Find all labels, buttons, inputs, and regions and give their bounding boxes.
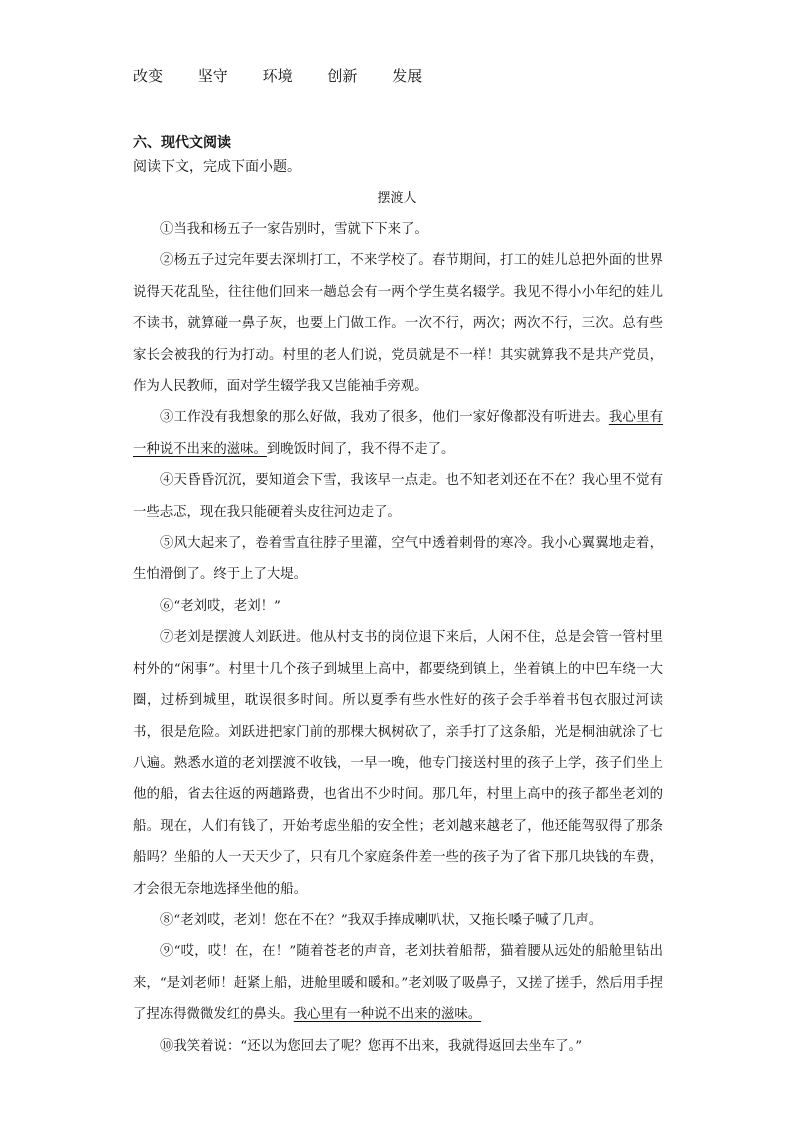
word-bank-item: 环境 — [262, 67, 293, 85]
paragraph-7: ⑦老刘是摆渡人刘跃进。他从村支书的岗位退下来后，人闲不住，总是会管一管村里村外的“闲事”。村里十几个孩子到城里上高中，都要绕到镇上，坐着镇上的中巴车绕一大圈，过桥到城里，耽误很多时间。所以夏季有些水性好的孩子会手举着书包衣服过河读书，很是危险。刘跃进把家门前的那棵大枫树砍了，亲手打了这条船，光是桐油就涂了七八遍。熟悉水道的老刘摆渡不收钱，一早一晚，他专门接送村里的孩子上学，孩子们坐上他的船，省去往返的两趟路费，也省出不少时间。那几年，村里上高中的孩子都坐老刘的船。现在，人们有钱了，开始考虑坐船的安全性；老刘越来越老了，他还能驾驭得了那条船吗？坐船的人一天天少了，只有几个家庭条件差一些的孩子为了省下那几块钱的车费，才会很无奈地选择坐他的船。 — [133, 630, 663, 897]
paragraph-2: ②杨五子过完年要去深圳打工，不来学校了。春节期间，打工的娃儿总把外面的世界说得天花乱坠，往往他们回来一趟总会有一两个学生莫名辍学。我见不得小小年纪的娃儿不读书，就算碰一鼻子灰，也要上门做工作。一次不行，两次；两次不行，三次。总有些家长会被我的行为打动。村里的老人们说，党员就是不一样！其实就算我不是共产党员，作为人民教师，面对学生辍学我又岂能袖手旁观。 — [133, 253, 663, 395]
paragraph-9-text: ⑨“哎，哎！在，在！”随着苍老的声音，老刘扶着船帮，猫着腰从远处的船舱里钻出来，“是刘老师！赶紧上船，进舱里暖和暖和。”老刘吸了吸鼻子，又搓了搓手，然后用手捏了捏冻得微微发红的鼻头。 — [133, 944, 663, 1023]
word-bank — [133, 66, 452, 86]
paragraph-6: ⑥“老刘哎，老刘！” — [160, 598, 281, 614]
paragraph-3 — [133, 402, 663, 465]
paragraph-1: ①当我和杨五子一家告别时，雪就下下来了。 — [160, 222, 428, 237]
instruction-text: 阅读下文，完成下面小题。 — [133, 159, 301, 175]
article-title: 摆渡人 — [377, 191, 417, 206]
section-heading: 六、现代文阅读 — [133, 135, 231, 151]
word-bank-item: 坚守 — [197, 67, 228, 85]
word-bank-item: 改变 — [133, 67, 164, 85]
paragraph-8: ⑧“老刘哎，老刘！您在不在？”我双手捧成喇叭状，又拖长嗓子喊了几声。 — [160, 912, 603, 928]
paragraph-10: ⑩我笑着说：“还以为您回去了呢？您再不出来，我就得返回去坐车了。” — [160, 1038, 583, 1054]
paragraph-5: ⑤风大起来了，卷着雪直往脖子里灌，空气中透着刺骨的寒冷。我小心翼翼地走着，生怕滑倒了。终于上了大堤。 — [133, 536, 663, 583]
word-bank-item: 创新 — [327, 67, 358, 85]
underlined-sentence: 我心里有一种说不出来的滋味。 — [133, 410, 664, 457]
article-body — [133, 214, 663, 1062]
underlined-sentence: 我心里有一种说不出来的滋味。 — [293, 1007, 482, 1023]
paragraph-3-text-b: 到晚饭时间了，我不得不走了。 — [266, 441, 455, 457]
paragraph-9 — [133, 936, 663, 1030]
paragraph-3-text-a: ③工作没有我想象的那么好做，我劝了很多，他们一家好像都没有听进去。 — [160, 410, 609, 426]
word-bank-item: 发展 — [392, 67, 423, 85]
paragraph-4: ④天昏昏沉沉，要知道会下雪，我该早一点走。也不知老刘还在不在？我心里不觉有一些忐忑，现在我只能硬着头皮往河边走了。 — [133, 473, 663, 520]
